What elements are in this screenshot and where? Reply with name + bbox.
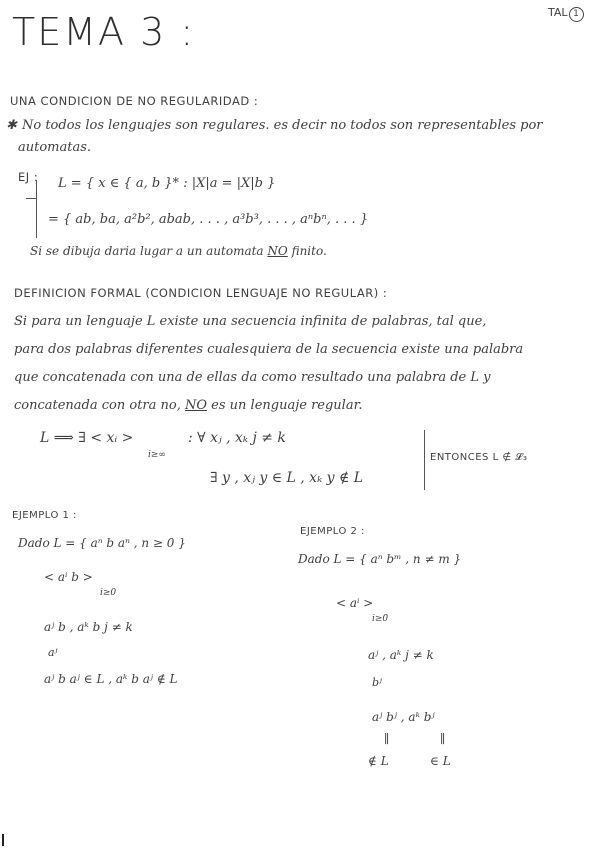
- ejemplo2-res1: ∉ L: [368, 754, 389, 768]
- ejemplo2-res2: ∈ L: [430, 754, 451, 768]
- def4-suffix: es un lenguaje regular.: [207, 398, 363, 413]
- section1-bullet-line2: automatas.: [18, 140, 92, 155]
- definition-line1: Si para un lenguaje L existe una secuencia infinita de palabras, tal que,: [14, 314, 487, 329]
- formula-sub: i≥∞: [148, 450, 166, 460]
- ejemplo1-dado: Dado L = { aⁿ b aⁿ , n ≥ 0 }: [18, 536, 186, 550]
- section1-bullet-line1: No todos los lenguajes son regulares. es decir no todos son representables por: [22, 118, 543, 133]
- page-tag: [548, 6, 584, 22]
- ejemplo2-seq-sub: i≥0: [372, 614, 389, 624]
- ejemplo1-y: aʲ: [48, 646, 58, 659]
- tag-number: 1: [569, 7, 584, 22]
- ejemplo1-result: aʲ b aʲ ∈ L , aᵏ b aʲ ∉ L: [44, 672, 178, 686]
- formula-cond1: : ∀ xⱼ , xₖ j ≠ k: [188, 430, 286, 446]
- note-prefix: Si se dibuja daria lugar a un automata: [30, 244, 268, 258]
- def4-underlined: NO: [184, 398, 208, 413]
- tag-text: TAL: [548, 6, 568, 19]
- example-note: [30, 244, 327, 258]
- ejemplo2-result-words: aʲ bʲ , aᵏ bʲ: [372, 710, 435, 724]
- example-bracket: [36, 180, 37, 238]
- definition-line2: para dos palabras diferentes cualesquiera de la secuencia existe una palabra: [14, 342, 524, 357]
- formula-conclusion: ENTONCES L ∉ 𝓛₃: [430, 452, 528, 463]
- ejemplo2-seq: < aⁱ >: [336, 596, 374, 610]
- section2-heading: DEFINICION FORMAL (CONDICION LENGUAJE NO REGULAR) :: [14, 286, 388, 300]
- example-line1: L = { x ∈ { a, b }* : |X|a = |X|b }: [58, 176, 276, 191]
- ejemplo1-words: aʲ b , aᵏ b j ≠ k: [44, 620, 133, 634]
- note-suffix: finito.: [287, 244, 327, 258]
- example-line2: = { ab, ba, a²b², abab, . . . , a³b³, . . . , aⁿbⁿ, . . . }: [48, 212, 369, 227]
- example-bracket-tick: [26, 198, 36, 199]
- formula-brace: [424, 430, 425, 490]
- section1-heading: UNA CONDICION DE NO REGULARIDAD :: [10, 94, 259, 108]
- def4-prefix: concatenada con otra no,: [14, 398, 185, 413]
- formula-cond2: ∃ y , xⱼ y ∈ L , xₖ y ∉ L: [210, 470, 364, 486]
- ejemplo2-eq1: ∥: [384, 732, 390, 746]
- example-label: EJ :: [18, 170, 39, 184]
- margin-mark: [2, 834, 4, 846]
- ejemplo2-eq2: ∥: [440, 732, 446, 746]
- ejemplo2-heading: EJEMPLO 2 :: [300, 526, 365, 537]
- definition-line4: [14, 398, 363, 413]
- page-title: TEMA 3 :: [12, 10, 196, 54]
- ejemplo1-seq-sub: i≥0: [100, 588, 117, 598]
- ejemplo2-words: aʲ , aᵏ j ≠ k: [368, 648, 434, 662]
- bullet-marker: ✱: [6, 118, 17, 133]
- formula-left: L ⟹ ∃ < xᵢ >: [40, 430, 134, 446]
- ejemplo1-heading: EJEMPLO 1 :: [12, 510, 77, 521]
- ejemplo1-seq: < aⁱ b >: [44, 570, 93, 584]
- ejemplo2-y: bʲ: [372, 676, 382, 689]
- ejemplo2-dado: Dado L = { aⁿ bᵐ , n ≠ m }: [298, 552, 462, 566]
- note-underlined: NO: [267, 244, 288, 258]
- definition-line3: que concatenada con una de ellas da como resultado una palabra de L y: [14, 370, 491, 385]
